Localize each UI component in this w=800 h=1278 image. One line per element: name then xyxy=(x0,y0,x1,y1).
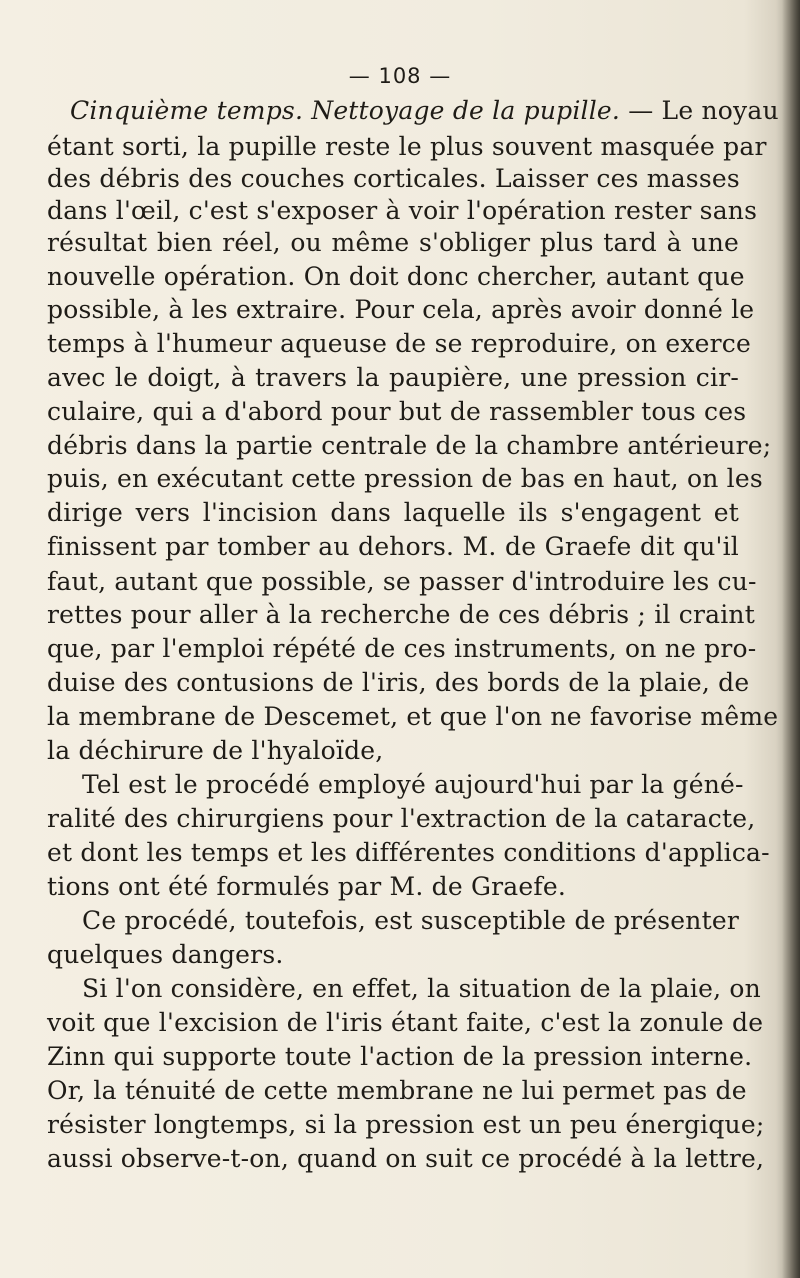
text-line: rettes pour aller à la recherche de ces débris ; il craint xyxy=(47,600,755,629)
text-line: Or, la ténuité de cette membrane ne lui permet pas de xyxy=(47,1076,747,1105)
text-line: dans l'œil, c'est s'exposer à voir l'opération rester sans xyxy=(47,196,758,225)
text-line: tions ont été formulés par M. de Graefe. xyxy=(47,872,566,901)
text-line: dirige vers l'incision dans laquelle ils s'engagent et xyxy=(47,498,739,527)
text-line: et dont les temps et les différentes conditions d'applica- xyxy=(47,838,770,867)
text-line: temps à l'humeur aqueuse de se reproduire, on exerce xyxy=(47,329,751,358)
text-line: la membrane de Descemet, et que l'on ne favorise même xyxy=(47,702,779,731)
text-line: débris dans la partie centrale de la chambre antérieure; xyxy=(47,431,772,460)
text-line: Tel est le procédé employé aujourd'hui par la géné- xyxy=(82,770,744,799)
text-line: puis, en exécutant cette pression de bas en haut, on les xyxy=(47,464,763,493)
text-line: des débris des couches corticales. Laisser ces masses xyxy=(47,164,740,193)
text-line: Ce procédé, toutefois, est susceptible de présenter xyxy=(82,906,739,935)
text-line: faut, autant que possible, se passer d'introduire les cu- xyxy=(47,567,757,596)
text-line: résister longtemps, si la pression est un peu énergique; xyxy=(47,1110,765,1139)
text-line: Zinn qui supporte toute l'action de la pression interne. xyxy=(47,1042,753,1071)
text-line: possible, à les extraire. Pour cela, après avoir donné le xyxy=(47,295,755,324)
text-line-1-rest: — Le noyau xyxy=(620,96,779,125)
text-line: quelques dangers. xyxy=(47,940,284,969)
text-line: Si l'on considère, en effet, la situation de la plaie, on xyxy=(82,974,761,1003)
text-line: duise des contusions de l'iris, des bords de la plaie, de xyxy=(47,668,750,697)
text-line: voit que l'excision de l'iris étant faite, c'est la zonule de xyxy=(47,1008,764,1037)
text-line: que, par l'emploi répété de ces instruments, on ne pro- xyxy=(47,634,757,663)
text-line: étant sorti, la pupille reste le plus souvent masquée par xyxy=(47,132,767,161)
text-line: la déchirure de l'hyaloïde, xyxy=(47,736,384,765)
text-line: culaire, qui a d'abord pour but de rassembler tous ces xyxy=(47,397,747,426)
text-line-1 xyxy=(70,96,779,126)
section-label: Cinquième temps. Nettoyage de la pupille. xyxy=(70,96,621,125)
text-line: résultat bien réel, ou même s'obliger plus tard à une xyxy=(47,228,739,257)
text-line: aussi observe-t-on, quand on suit ce procédé à la lettre, xyxy=(47,1144,765,1173)
text-line: nouvelle opération. On doit donc chercher, autant que xyxy=(47,262,745,291)
text-line: finissent par tomber au dehors. M. de Graefe dit qu'il xyxy=(47,532,739,561)
text-line: avec le doigt, à travers la paupière, une pression cir- xyxy=(47,363,739,392)
text-line: ralité des chirurgiens pour l'extraction de la cataracte, xyxy=(47,804,756,833)
page-number: — 108 — xyxy=(348,64,452,88)
